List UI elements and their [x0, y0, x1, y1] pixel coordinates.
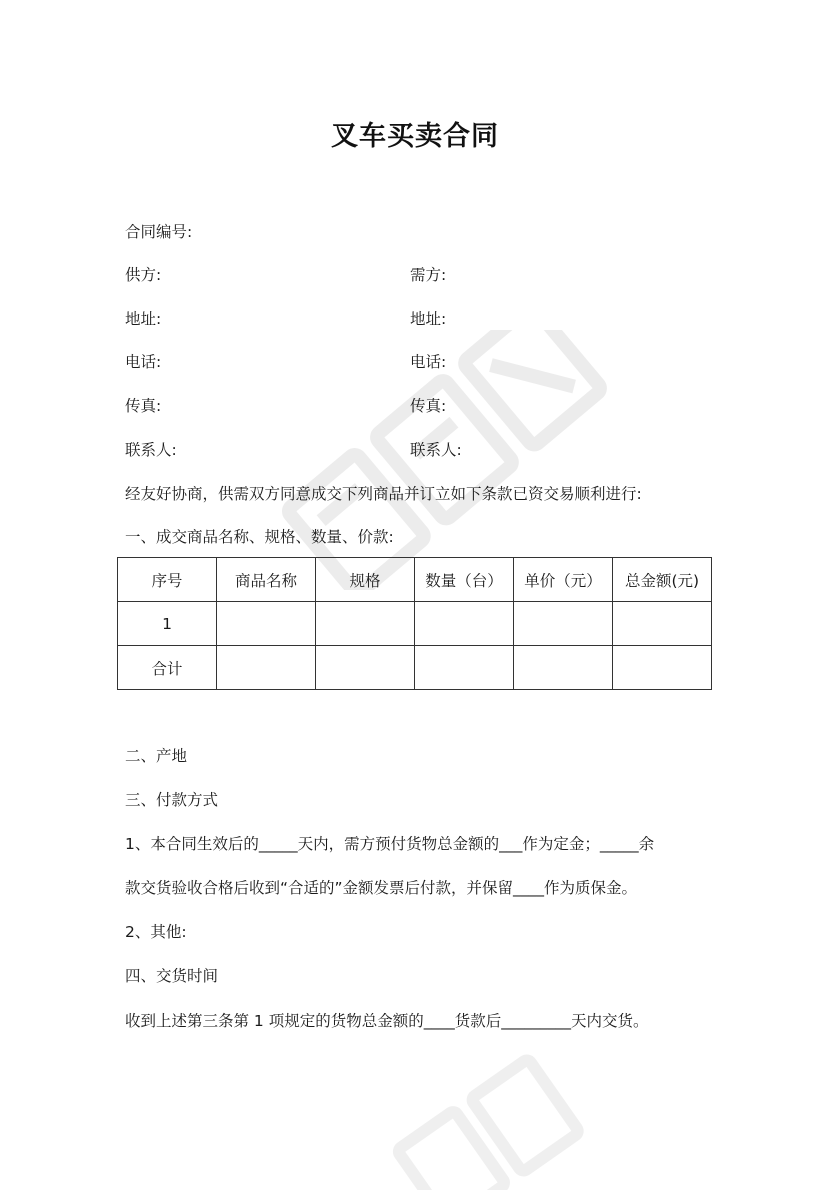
section-3-heading: 三、付款方式 — [125, 791, 219, 809]
buyer-phone-label: 电话: — [410, 353, 447, 371]
clause-1-line-2: 款交货验收合格后收到“合适的”金额发票后付款，并保留____作为质保金。 — [125, 879, 638, 897]
section-1-heading: 一、成交商品名称、规格、数量、价款: — [125, 528, 394, 546]
clause-1-line-1: 1、本合同生效后的_____天内，需方预付货物总金额的___作为定金；_____余 — [125, 835, 655, 853]
total-row-empty-cell — [316, 646, 415, 690]
total-row-empty-cell — [514, 646, 613, 690]
total-row-label-cell: 合计 — [118, 646, 217, 690]
table-row — [118, 602, 712, 646]
header-cell-product-name: 商品名称 — [217, 558, 316, 602]
row-1-total-amount-cell — [613, 602, 712, 646]
section-2-heading: 二、产地 — [125, 747, 188, 765]
supplier-contact-label: 联系人: — [125, 441, 177, 459]
header-cell-index: 序号 — [118, 558, 217, 602]
row-1-spec-cell — [316, 602, 415, 646]
buyer-contact-label: 联系人: — [410, 441, 462, 459]
total-row-empty-cell — [217, 646, 316, 690]
total-row-empty-cell — [613, 646, 712, 690]
document-title: 叉车买卖合同 — [331, 121, 499, 152]
buyer-address-label: 地址: — [410, 310, 447, 328]
supplier-address-label: 地址: — [125, 310, 162, 328]
header-cell-spec: 规格 — [316, 558, 415, 602]
total-row-empty-cell — [415, 646, 514, 690]
contract-number-label: 合同编号: — [125, 223, 193, 241]
table-total-row — [118, 646, 712, 690]
supplier-label: 供方: — [125, 266, 162, 284]
row-1-index-cell: 1 — [118, 602, 217, 646]
supplier-fax-label: 传真: — [125, 397, 162, 415]
row-1-unit-price-cell — [514, 602, 613, 646]
header-cell-quantity: 数量（台） — [415, 558, 514, 602]
delivery-clause: 收到上述第三条第 1 项规定的货物总金额的____货款后_________天内交货。 — [125, 1012, 649, 1030]
buyer-label: 需方: — [410, 266, 447, 284]
row-1-quantity-cell — [415, 602, 514, 646]
section-4-heading: 四、交货时间 — [125, 967, 219, 985]
header-cell-unit-price: 单价（元） — [514, 558, 613, 602]
clause-2: 2、其他: — [125, 923, 187, 941]
goods-table — [117, 557, 712, 690]
supplier-phone-label: 电话: — [125, 353, 162, 371]
watermark-fragment-icon — [360, 1050, 660, 1190]
row-1-product-name-cell — [217, 602, 316, 646]
header-cell-total-amount: 总金额(元) — [613, 558, 712, 602]
intro-paragraph: 经友好协商，供需双方同意成交下列商品并订立如下条款已资交易顺利进行: — [125, 485, 642, 503]
table-header-row — [118, 558, 712, 602]
buyer-fax-label: 传真: — [410, 397, 447, 415]
